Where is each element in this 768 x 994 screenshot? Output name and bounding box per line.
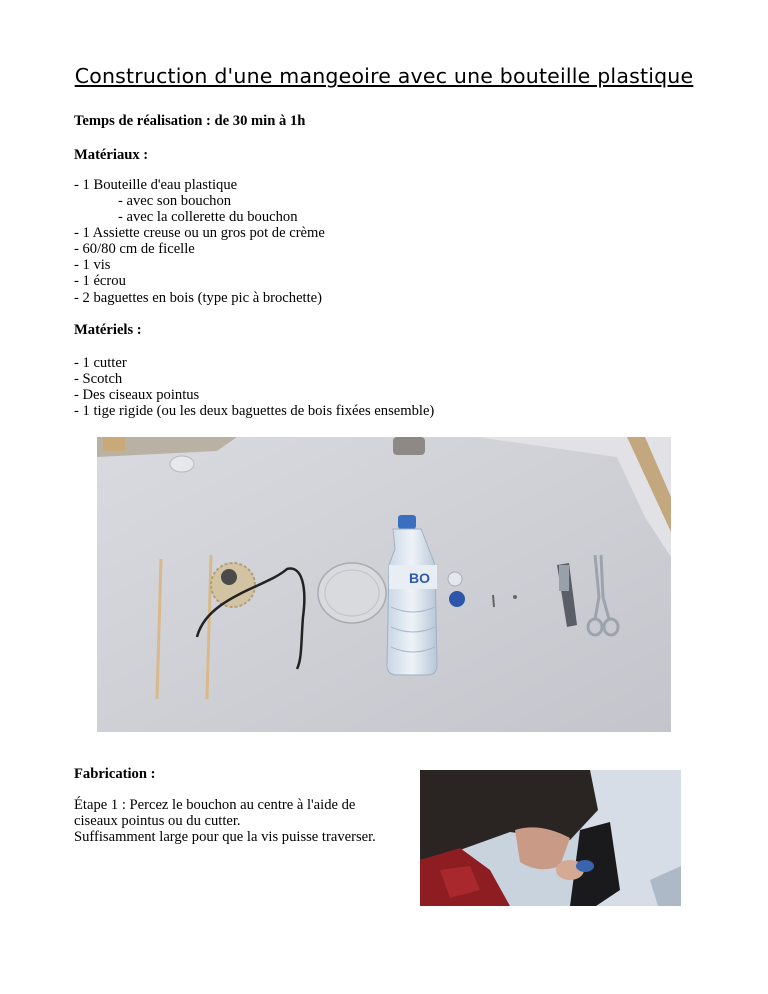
materiaux-item: - 1 vis <box>74 257 111 273</box>
materiaux-item: - 1 Bouteille d'eau plastique <box>74 177 238 193</box>
materiaux-item: - 1 Assiette creuse ou un gros pot de crème <box>74 225 325 241</box>
fabrication-heading: Fabrication : <box>74 766 156 782</box>
materiels-heading: Matériels : <box>74 322 142 338</box>
materiels-item: - 1 cutter <box>74 355 127 371</box>
step1-photo <box>420 770 681 906</box>
page-title: Construction d'une mangeoire avec une bouteille plastique <box>74 64 694 88</box>
bottle-label: BO <box>409 570 430 586</box>
materiaux-item: - 2 baguettes en bois (type pic à brochette) <box>74 290 323 306</box>
step1-line: Suffisamment large pour que la vis puisse traverser. <box>74 829 376 845</box>
materiaux-item: - 60/80 cm de ficelle <box>74 241 195 257</box>
materiaux-item: - 1 écrou <box>74 273 126 289</box>
materiaux-subitem: - avec la collerette du bouchon <box>118 209 298 225</box>
step1-line: Étape 1 : Percez le bouchon au centre à l'aide de <box>74 797 356 813</box>
materiels-item: - Des ciseaux pointus <box>74 387 200 403</box>
step1-line: ciseaux pointus ou du cutter. <box>74 813 241 829</box>
materiels-item: - Scotch <box>74 371 123 387</box>
materiaux-subitem: - avec son bouchon <box>118 193 232 209</box>
materiels-item: - 1 tige rigide (ou les deux baguettes de bois fixées ensemble) <box>74 403 435 419</box>
materials-photo <box>97 437 671 732</box>
duration-text: Temps de réalisation : de 30 min à 1h <box>74 113 306 129</box>
materiaux-heading: Matériaux : <box>74 147 149 163</box>
